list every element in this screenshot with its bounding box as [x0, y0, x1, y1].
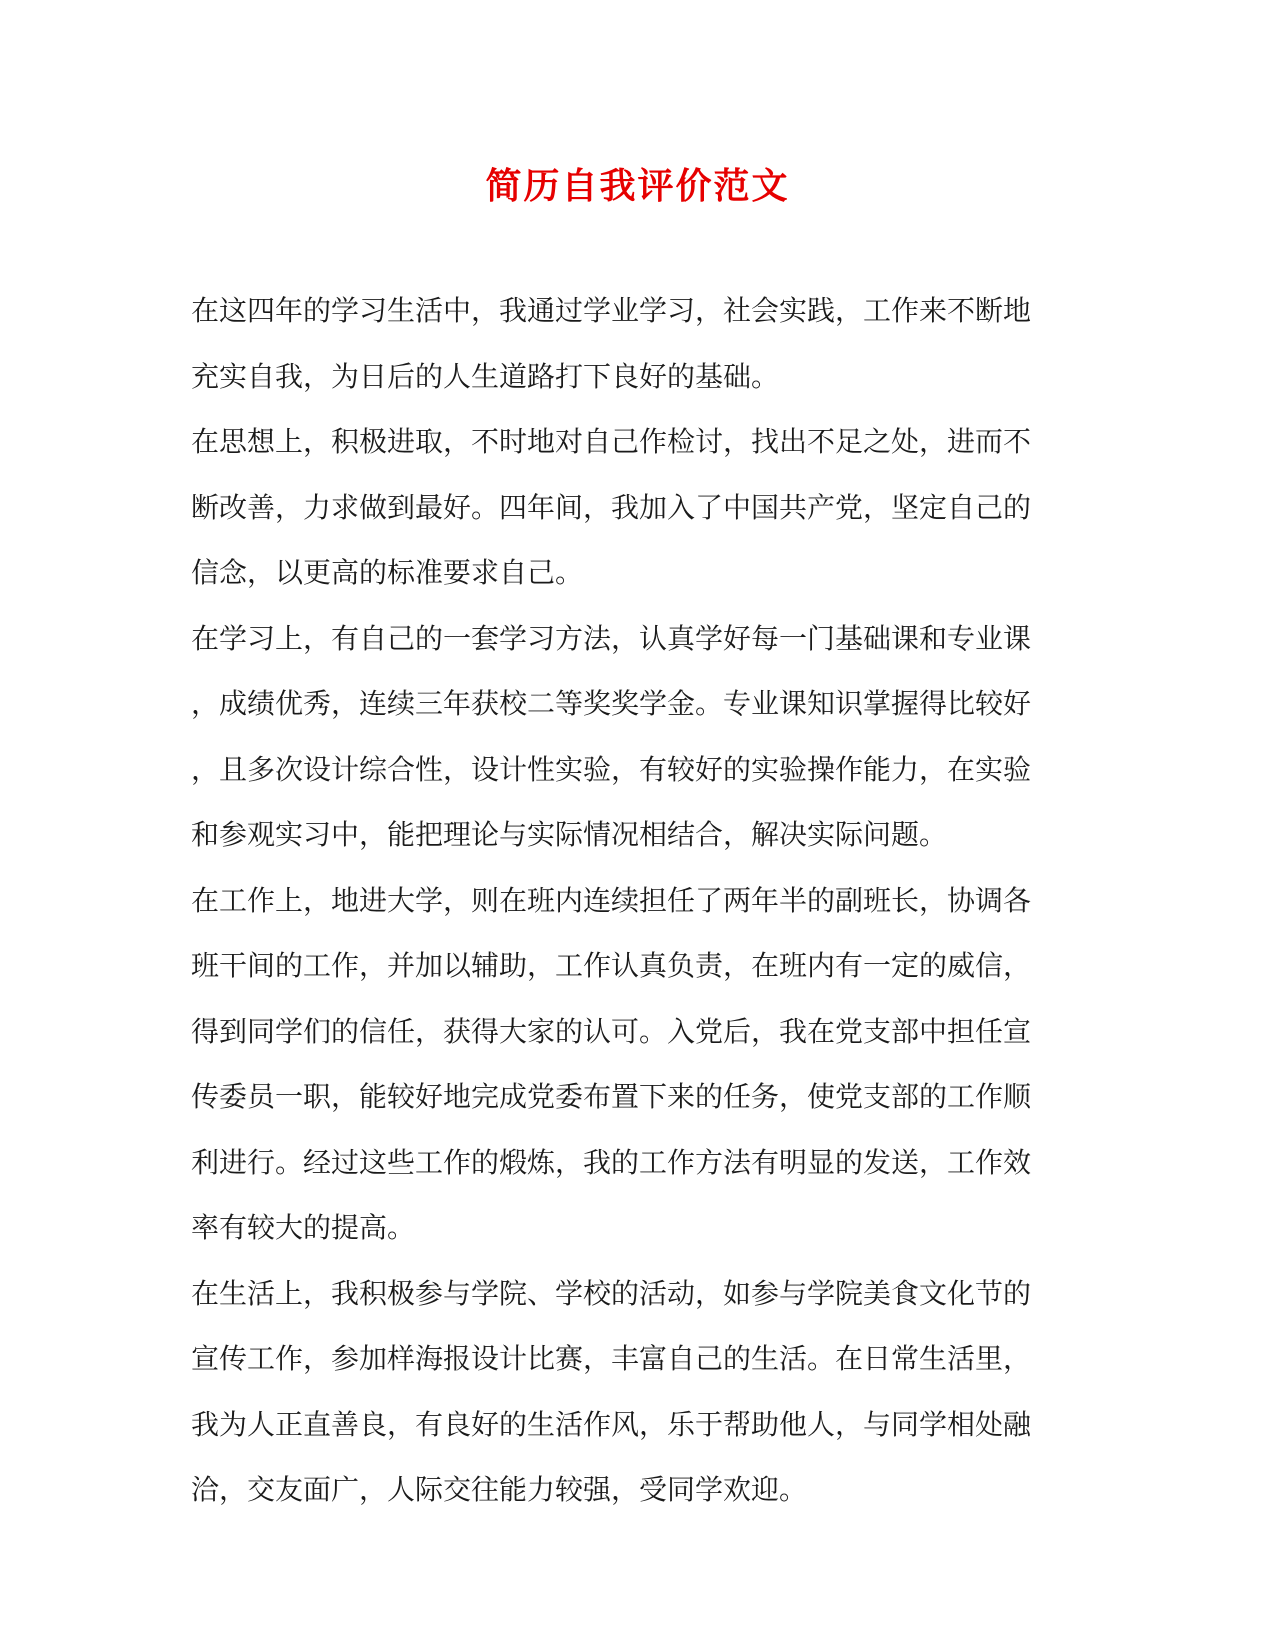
paragraph-life [191, 1261, 1071, 1523]
paragraph-line: 在生活上，我积极参与学院、学校的活动，如参与学院美食文化节的 [191, 1276, 1032, 1310]
paragraph-line: 洽，交友面广，人际交往能力较强，受同学欢迎。 [191, 1473, 808, 1506]
document-body [191, 278, 1071, 1523]
paragraph-line: 传委员一职，能较好地完成党委布置下来的任务，使党支部的工作顺 [191, 1080, 1032, 1113]
paragraph-line: 信念，以更高的标准要求自己。 [191, 556, 584, 589]
paragraph-thought [191, 409, 1071, 606]
paragraph-line: ，成绩优秀，连续三年获校二等奖奖学金。专业课知识掌握得比较好 [191, 687, 1032, 720]
paragraph-line: 率有较大的提高。 [191, 1211, 416, 1244]
paragraph-line: 断改善，力求做到最好。四年间，我加入了中国共产党，坚定自己的 [191, 490, 1032, 524]
paragraph-line: ，且多次设计综合性，设计性实验，有较好的实验操作能力，在实验 [191, 752, 1032, 786]
paragraph-intro [191, 278, 1071, 409]
paragraph-line: 在工作上，地进大学，则在班内连续担任了两年半的副班长，协调各 [191, 883, 1032, 917]
paragraph-work [191, 868, 1071, 1261]
paragraph-line: 在学习上，有自己的一套学习方法，认真学好每一门基础课和专业课 [191, 621, 1032, 655]
paragraph-study [191, 606, 1071, 868]
paragraph-line: 利进行。经过这些工作的煅炼，我的工作方法有明显的发送，工作效 [191, 1145, 1032, 1179]
paragraph-line: 和参观实习中，能把理论与实际情况相结合，解决实际问题。 [191, 818, 948, 851]
paragraph-line: 班干间的工作，并加以辅助，工作认真负责，在班内有一定的威信， [191, 949, 1032, 982]
paragraph-line: 得到同学们的信任，获得大家的认可。入党后，我在党支部中担任宣 [191, 1014, 1032, 1048]
paragraph-line: 我为人正直善良，有良好的生活作风，乐于帮助他人，与同学相处融 [191, 1407, 1032, 1441]
paragraph-line: 宣传工作，参加样海报设计比赛，丰富自己的生活。在日常生活里， [191, 1342, 1032, 1375]
document-title: 简历自我评价范文 [485, 165, 790, 207]
paragraph-line: 充实自我，为日后的人生道路打下良好的基础。 [191, 359, 780, 393]
paragraph-line: 在这四年的学习生活中，我通过学业学习，社会实践，工作来不断地 [191, 294, 1032, 327]
paragraph-line: 在思想上，积极进取，不时地对自己作检讨，找出不足之处，进而不 [191, 425, 1032, 458]
